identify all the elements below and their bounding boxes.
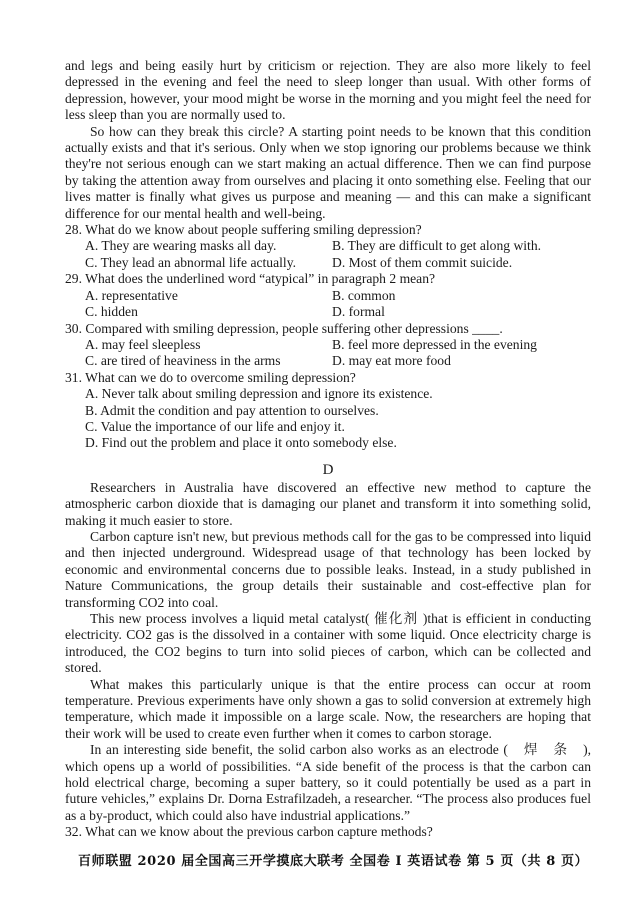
question-31 — [65, 370, 591, 452]
section-title-d: D — [322, 461, 334, 478]
passage-d-paragraph: Carbon capture isn't new, but previous methods call for the gas to be compressed into liquid and then injected underground. Widespread usage of that technology has been locked by economic and environmental concerns due to possible leaks. Instead, in a study published in Nature Communications, the group details their sustainable and cost-effective plan for transforming CO2 into coal. — [65, 528, 591, 610]
option-a: A. Never talk about smiling depression and ignore its existence. — [85, 386, 433, 402]
passage-d-paragraph: In an interesting side benefit, the solid carbon also works as an electrode ( 焊 条 ), which opens up a world of possibilities. “A side benefit of the process is that the carbon can hold electrical charge, becoming a super battery, so it could potentially be used as a part in future vehicles,” explains Dr. Dorna Estrafilzadeh, a researcher. “The process also produces fuel as a by-product, which could also have industrial applications.” — [65, 742, 591, 823]
passage-d-paragraph: What makes this particularly unique is that the entire process can occur at room temperature. Previous experiments have only shown a gas to solid conversion at extremely high temperature, which made it impossible on a large scale. Now, the researchers are hoping that their work will be used to create even further when it comes to carbon storage. — [65, 676, 591, 741]
option-b: B. Admit the condition and pay attention to ourselves. — [85, 402, 379, 418]
options — [65, 386, 591, 452]
question-number: 28. — [65, 222, 82, 238]
option-c: C. hidden — [85, 304, 138, 320]
option-b: B. They are difficult to get along with. — [332, 238, 542, 254]
question-number: 32. — [65, 824, 82, 840]
exam-page — [65, 58, 591, 841]
option-c: C. Value the importance of our life and enjoy it. — [85, 418, 345, 434]
question-number: 31. — [65, 369, 82, 385]
option-a: A. may feel sleepless — [85, 336, 201, 352]
question-30 — [65, 321, 591, 370]
option-d: D. Most of them commit suicide. — [332, 254, 513, 270]
question-number: 30. — [65, 320, 82, 336]
question-29 — [65, 271, 591, 320]
option-d: D. formal — [332, 304, 385, 320]
passage-d-paragraph: This new process involves a liquid metal catalyst( 催化剂 )that is efficient in conducting electricity. CO2 gas is the dissolved in a container with some liquid. Once electricity charge is introduced, the CO2 begins to turn into solid pieces of carbon, which can be collected and stored. — [65, 611, 591, 676]
question-stem: What can we know about the previous carbon capture methods? — [85, 824, 433, 840]
options — [65, 238, 591, 271]
option-a: A. representative — [85, 287, 178, 303]
page-footer: 百师联盟 2020 届全国高三开学摸底大联考 全国卷 I 英语试卷 第 5 页（共 8 页） — [78, 854, 589, 869]
option-b: B. feel more depressed in the evening — [332, 336, 537, 352]
option-c: C. are tired of heaviness in the arms — [85, 353, 281, 369]
question-number: 29. — [65, 271, 82, 287]
question-28 — [65, 222, 591, 271]
passage-d-paragraph: Researchers in Australia have discovered an effective new method to capture the atmospheric carbon dioxide that is damaging our planet and transform it into something solid, making it much easier to store. — [65, 479, 591, 528]
options — [65, 337, 591, 370]
question-stem: What can we do to overcome smiling depression? — [85, 369, 356, 385]
question-stem: What do we know about people suffering smiling depression? — [85, 222, 422, 238]
passage-c-paragraph: and legs and being easily hurt by criticism or rejection. They are also more likely to feel depressed in the evening and feel the need to sleep longer than usual. With other forms of depression, however, your mood might be worse in the morning and you might feel the need for less sleep than you are normally used to. — [65, 58, 591, 123]
option-c: C. They lead an abnormal life actually. — [85, 254, 297, 270]
option-b: B. common — [332, 287, 396, 303]
option-a: A. They are wearing masks all day. — [85, 238, 277, 254]
options — [65, 288, 591, 321]
question-stem: What does the underlined word “atypical” in paragraph 2 mean? — [85, 271, 436, 287]
passage-c-paragraph: So how can they break this circle? A starting point needs to be known that this condition actually exists and that it's serious. Only when we stop ignoring our problems because we think they're not serious enough can we start making an actual difference. Then we can find purpose by taking the attention away from ourselves and placing it onto something else. Feeling that our lives matter is finally what gives us purpose and meaning — and this can make a significant difference for our mental health and well-being. — [65, 123, 591, 221]
question-stem: Compared with smiling depression, people suffering other depressions ____. — [85, 320, 503, 336]
option-d: D. Find out the problem and place it onto somebody else. — [85, 435, 397, 451]
option-d: D. may eat more food — [332, 353, 451, 369]
question-32 — [65, 824, 591, 840]
